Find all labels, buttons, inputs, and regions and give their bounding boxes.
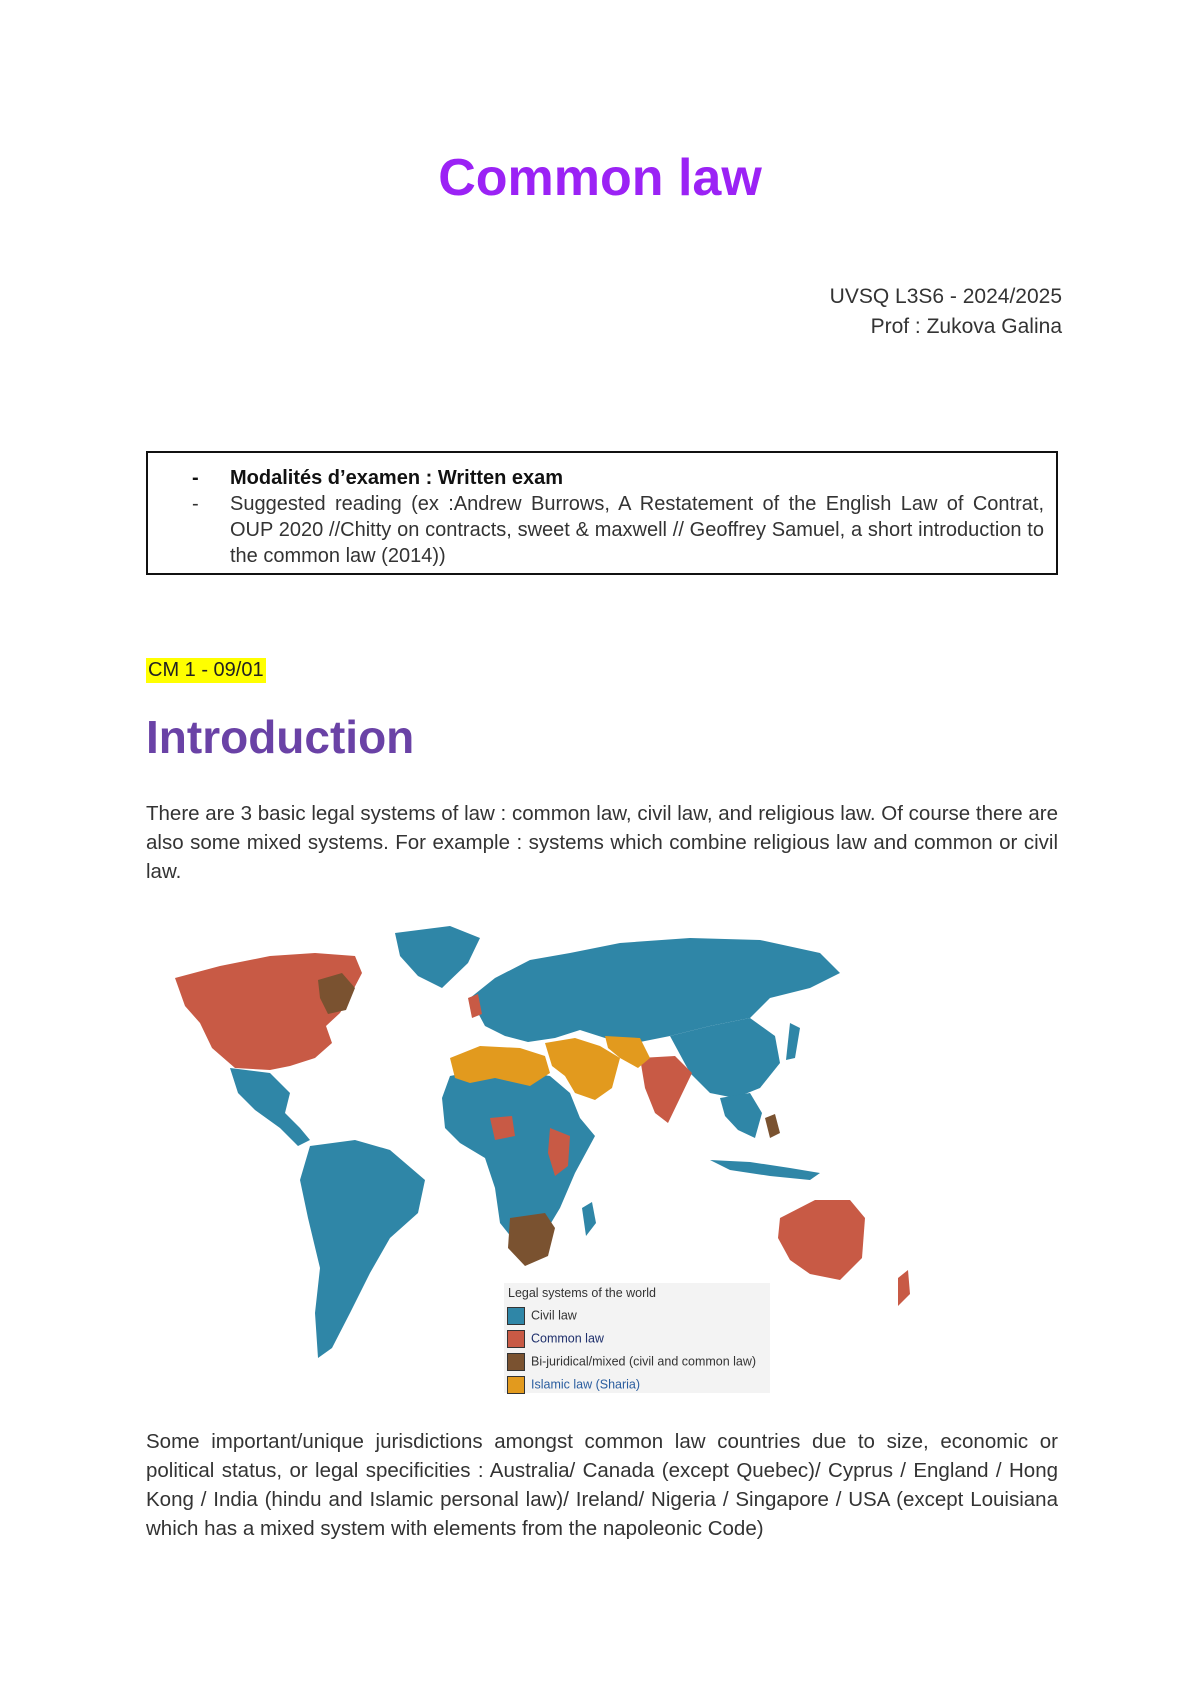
legend-swatch: [507, 1330, 525, 1348]
legend-swatch: [507, 1353, 525, 1371]
map-legend: [504, 1283, 770, 1393]
section-heading: Introduction: [146, 711, 415, 763]
legend-item-mixed-law: [507, 1351, 756, 1371]
professor-name: Prof : Zukova Galina: [870, 315, 1062, 338]
exam-info-list: [148, 465, 1044, 569]
suggested-reading-item: [148, 491, 1044, 569]
suggested-reading-text: Suggested reading (ex :Andrew Burrows, A Restatement of the English Law of Contrat, OUP 2020 //Chitty on contracts, sweet & maxwell // Geoffrey Samuel, a short introduction to the common law (2014)): [230, 493, 1044, 567]
legend-swatch: [507, 1307, 525, 1325]
legend-label: Bi-juridical/mixed (civil and common law): [531, 1354, 757, 1369]
exam-info-box: [146, 451, 1058, 575]
legend-item-civil-law: [507, 1305, 577, 1325]
document-title: Common law: [438, 149, 762, 207]
exam-modalities-text: Modalités d’examen : Written exam: [230, 467, 564, 489]
legend-label[interactable]: Islamic law (Sharia): [531, 1377, 641, 1392]
course-info: UVSQ L3S6 - 2024/2025: [829, 285, 1062, 308]
exam-modalities-item: [148, 465, 1044, 491]
legend-swatch: [507, 1376, 525, 1394]
legend-label: Civil law: [531, 1308, 577, 1323]
list-dash: -: [192, 467, 199, 489]
jurisdictions-paragraph: Some important/unique jurisdictions amongst common law countries due to size, economic or political status, or legal specificities : Australia/ Canada (except Quebec)/ Cyprus / England / Hong Kong / India (hindu and Islamic personal law)/ Ireland/ Nigeria / Singapore / USA (except Louisiana which has a mixed system with elements from the napoleonic Code): [146, 1430, 1058, 1540]
intro-paragraph: There are 3 basic legal systems of law : common law, civil law, and religious law. Of course there are also some mixed systems. For example : systems which combine religious law and common or civil law.: [146, 802, 1058, 883]
legend-item-islamic-law[interactable]: [507, 1374, 640, 1394]
legend-item-common-law[interactable]: [507, 1328, 604, 1348]
legend-label[interactable]: Common law: [531, 1331, 604, 1346]
document-meta: [830, 282, 1062, 342]
list-dash: -: [192, 493, 199, 515]
session-label: CM 1 - 09/01: [148, 659, 264, 681]
legend-title: Legal systems of the world: [508, 1286, 656, 1300]
